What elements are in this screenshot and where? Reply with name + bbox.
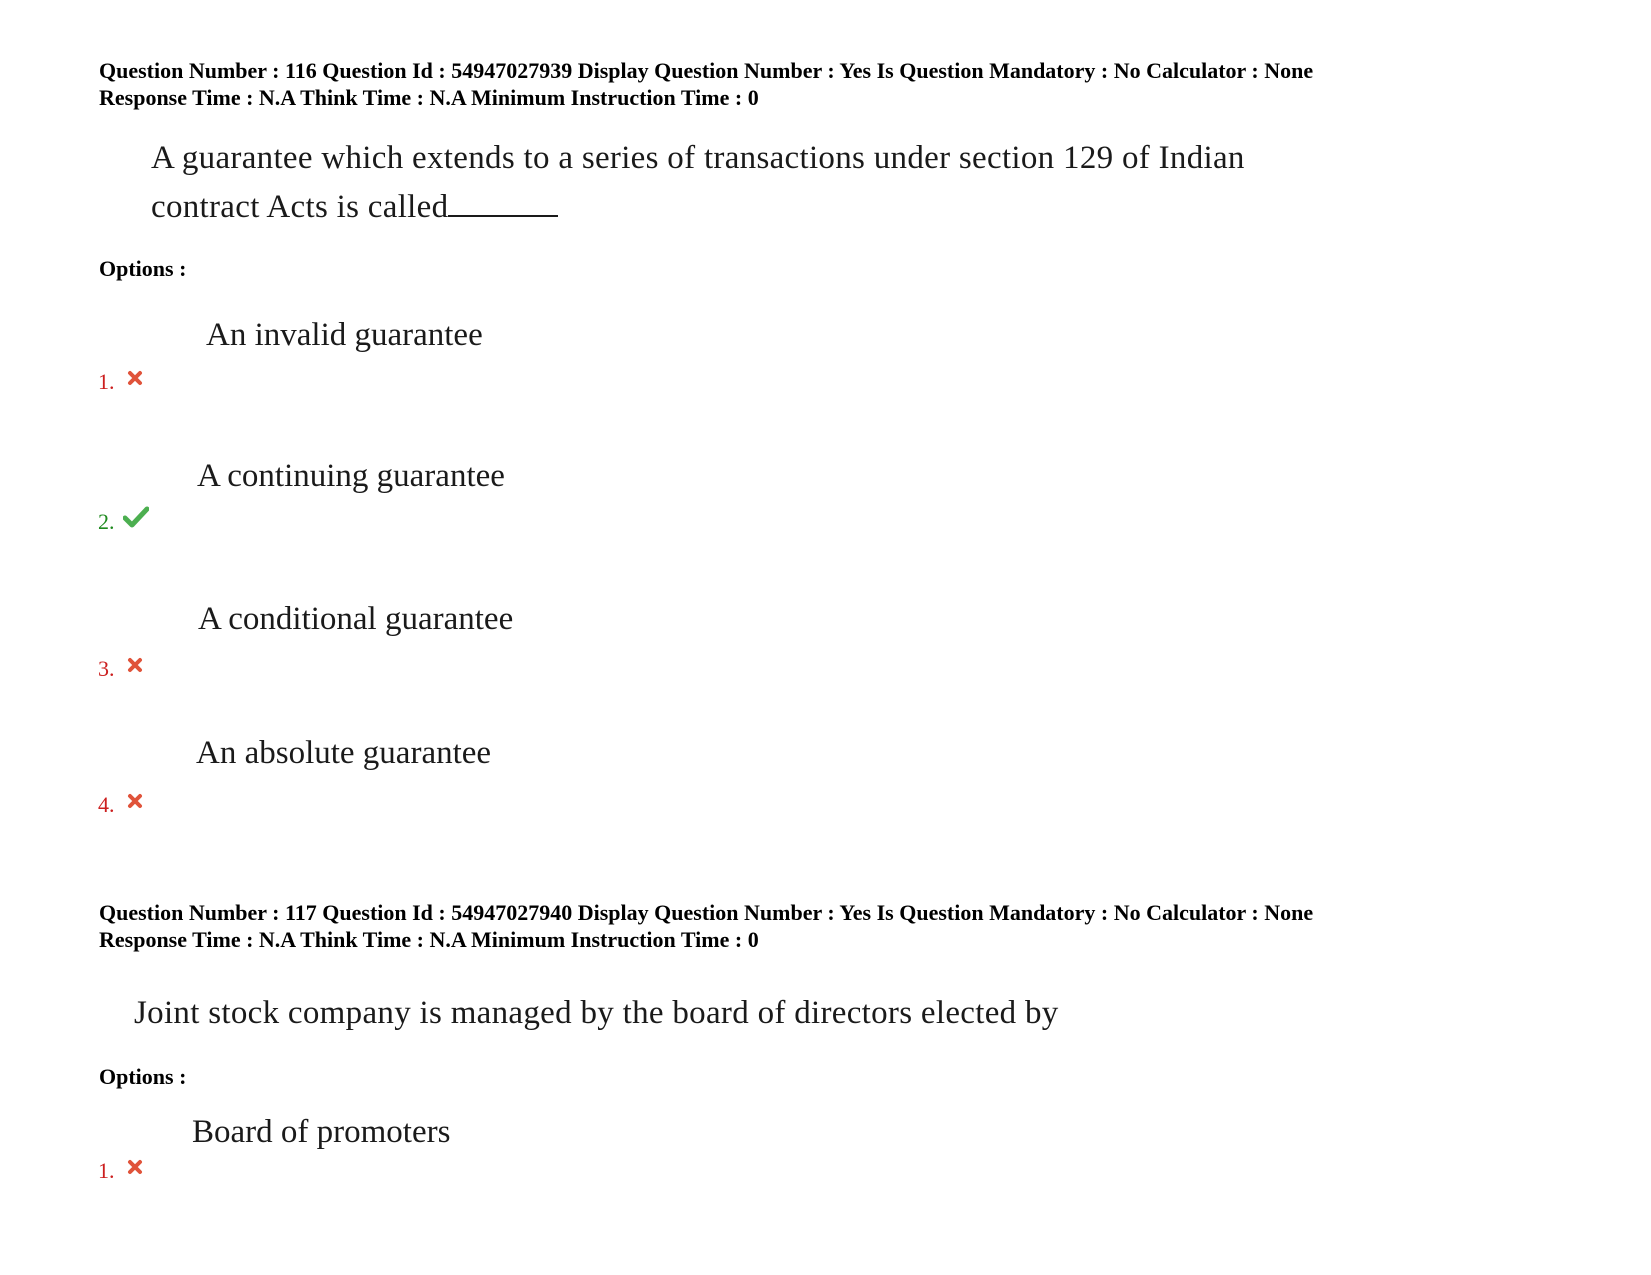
question-text-line1: A guarantee which extends to a series of transactions under section 129 of Indian — [151, 140, 1245, 176]
cross-icon — [127, 793, 143, 809]
question-text-line1: Joint stock company is managed by the board of directors elected by — [134, 995, 1059, 1031]
cross-icon — [127, 1159, 143, 1175]
option-number: 1. — [98, 369, 115, 394]
options-label: Options : — [99, 256, 187, 281]
cross-icon — [127, 370, 143, 386]
option-number: 1. — [98, 1158, 115, 1183]
option-text: A conditional guarantee — [198, 601, 514, 637]
cross-icon — [127, 657, 143, 673]
question-text-line2: contract Acts is called — [151, 189, 449, 225]
options-label: Options : — [99, 1064, 187, 1089]
option-number: 4. — [98, 792, 115, 817]
option-number: 3. — [98, 656, 115, 681]
option-text: An invalid guarantee — [206, 317, 483, 353]
question-meta-line2: Response Time : N.A Think Time : N.A Minimum Instruction Time : 0 — [99, 927, 759, 952]
question-meta-line1: Question Number : 116 Question Id : 54947027939 Display Question Number : Yes Is Question Mandatory : No Calculator : None — [99, 58, 1314, 83]
question-meta-line2: Response Time : N.A Think Time : N.A Minimum Instruction Time : 0 — [99, 85, 759, 110]
option-text: An absolute guarantee — [196, 735, 492, 771]
question-text — [134, 989, 1059, 1038]
option-text: A continuing guarantee — [197, 458, 505, 494]
fill-blank — [448, 185, 558, 217]
question-text — [151, 134, 1245, 232]
option-number: 2. — [98, 509, 115, 534]
checkmark-icon — [123, 506, 149, 528]
option-text: Board of promoters — [192, 1114, 451, 1150]
question-meta-line1: Question Number : 117 Question Id : 54947027940 Display Question Number : Yes Is Question Mandatory : No Calculator : None — [99, 900, 1314, 925]
